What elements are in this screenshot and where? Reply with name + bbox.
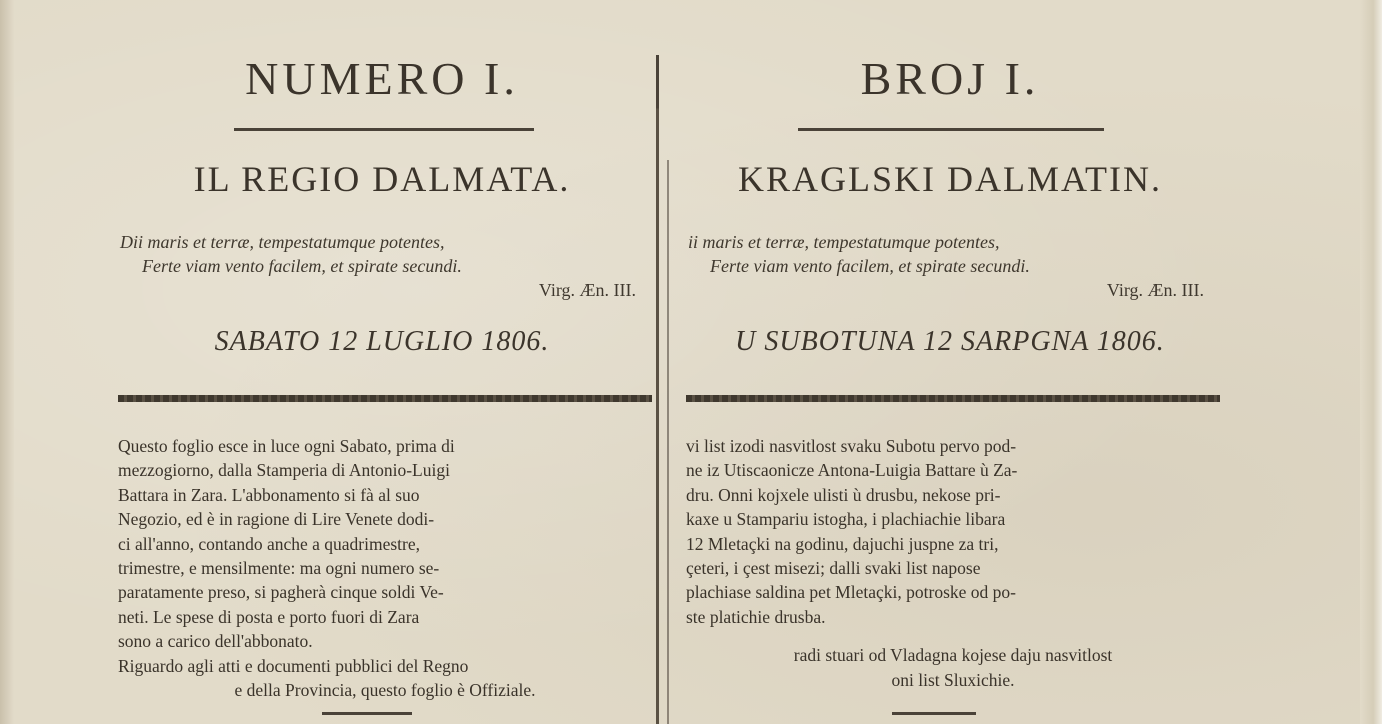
notice-line: dru. Onni kojxele ulisti ù drusbu, nekose pri-	[686, 484, 1001, 505]
notice-line: neti. Le spese di posta e porto fuori di Zara	[118, 606, 420, 627]
notice-line: e della Provincia, questo foglio è Offiziale.	[234, 680, 536, 701]
thick-rule	[118, 395, 652, 402]
notice-line: sono a carico dell'abbonato.	[118, 631, 313, 652]
bottom-rule	[322, 712, 412, 715]
notice-line: Questo foglio esce in luce ogni Sabato, prima di	[118, 436, 455, 456]
notice-line: oni list Sluxichie.	[891, 669, 1015, 690]
notice-line: ne iz Utiscaonicze Antona-Luigia Battare ù Za-	[686, 460, 1018, 481]
bottom-rule	[892, 712, 976, 715]
notice-line: Riguardo agli atti e documenti pubblici del Regno	[118, 655, 469, 676]
italian-column	[112, 0, 652, 724]
page-edge-left	[0, 0, 14, 724]
notice-line: kaxe u Stampariu istogha, i plachiachie libara	[686, 509, 1006, 530]
notice-line: paratamente preso, si pagherà cinque soldi Ve-	[118, 582, 444, 603]
notice-line: trimestre, e mensilmente: ma ogni numero se-	[118, 558, 440, 579]
issue-number-italian: NUMERO I.	[245, 53, 519, 104]
rule-under-number	[798, 128, 1104, 131]
notice-line: Negozio, ed è in ragione di Lire Venete dodi-	[118, 509, 435, 530]
motto-citation: Virg. Æn. III.	[1106, 280, 1204, 300]
notice-line: ci all'anno, contando anche a quadrimestre,	[118, 533, 420, 554]
issue-date-italian: SABATO 12 LUGLIO 1806.	[214, 326, 550, 357]
column-divider	[656, 55, 659, 724]
notice-text-italian	[118, 434, 652, 702]
notice-line: 12 Mletaçki na godinu, dajuchi juspne za tri,	[686, 533, 999, 554]
column-divider-secondary	[667, 160, 669, 724]
croatian-column	[680, 0, 1220, 724]
rule-under-number	[234, 128, 534, 131]
notice-line: çeteri, i çest misezi; dalli svaki list napose	[686, 558, 981, 579]
motto-line-2: Ferte viam vento facilem, et spirate secundi.	[142, 256, 462, 276]
thick-rule	[686, 395, 1220, 402]
newspaper-title-italian: IL REGIO DALMATA.	[193, 159, 571, 199]
notice-line: ste platichie drusba.	[686, 606, 826, 627]
notice-line: radi stuari od Vladagna kojese daju nasvitlost	[793, 645, 1113, 666]
motto-line-1: Dii maris et terræ, tempestatumque potentes,	[120, 232, 445, 252]
motto-line-2: Ferte viam vento facilem, et spirate secundi.	[710, 256, 1030, 276]
motto-line-1: ii maris et terræ, tempestatumque potentes,	[688, 232, 1000, 252]
notice-line: vi list izodi nasvitlost svaku Subotu pervo pod-	[686, 436, 1017, 456]
motto-citation: Virg. Æn. III.	[538, 280, 636, 300]
issue-number-croatian: BROJ I.	[860, 53, 1040, 104]
page-edge-right	[1360, 0, 1382, 724]
newspaper-title-croatian: KRAGLSKI DALMATIN.	[738, 159, 1162, 199]
notice-text-croatian	[686, 434, 1220, 692]
issue-date-croatian: U SUBOTUNA 12 SARPGNA 1806.	[735, 326, 1165, 357]
notice-line: Battara in Zara. L'abbonamento si fà al suo	[118, 484, 420, 505]
notice-line: plachiase saldina pet Mletaçki, potroske od po-	[686, 582, 1016, 603]
notice-line: mezzogiorno, dalla Stamperia di Antonio-Luigi	[118, 460, 450, 481]
